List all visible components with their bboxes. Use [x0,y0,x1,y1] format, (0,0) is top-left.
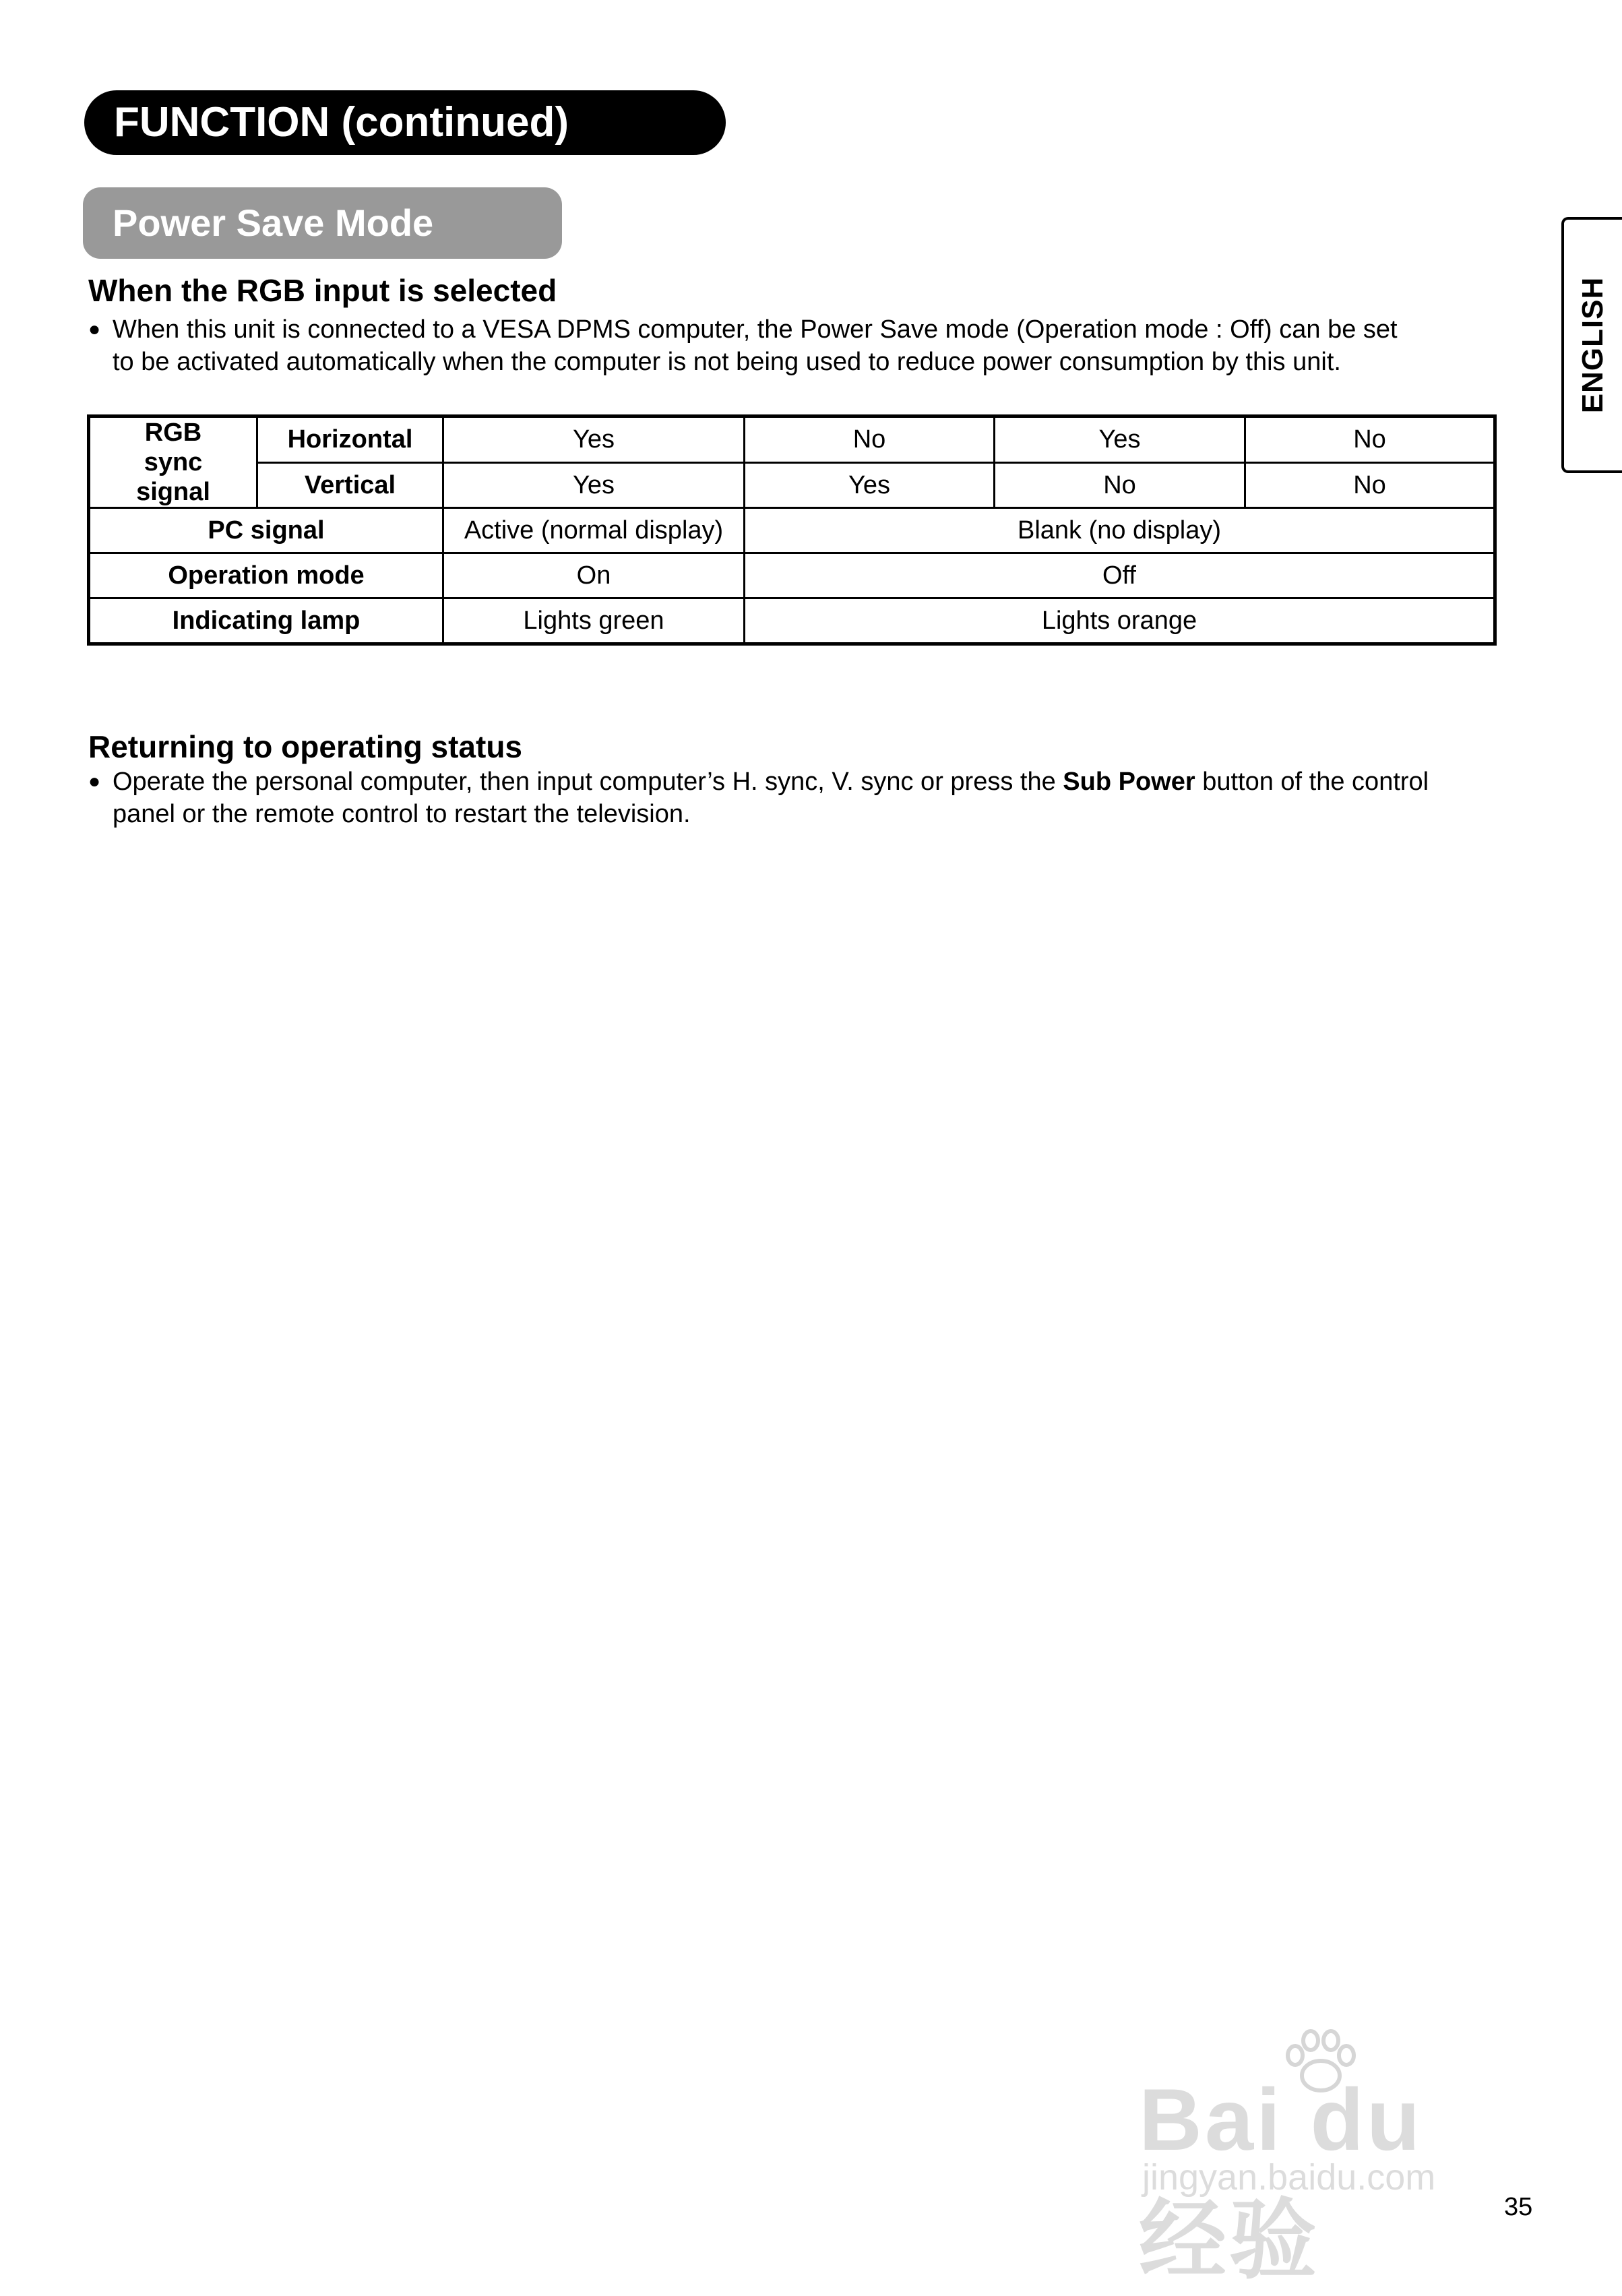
table-row [89,508,1495,553]
returning-bullet-line1: Operate the personal computer, then input computer’s H. sync, V. sync or press the Sub Power button of the control [113,768,1429,796]
returning-bullet-line2: panel or the remote control to restart the television. [113,800,691,828]
bullet-icon: ● [88,318,101,340]
page-number: 35 [1504,2193,1533,2221]
baidu-watermark [1139,2028,1516,2289]
section-title: Power Save Mode [83,187,562,259]
table-row [89,598,1495,644]
vertical-label: Vertical [257,462,443,508]
rgb-sync-signal-label: RGB sync signal [89,416,257,508]
table-cell: Blank (no display) [745,508,1495,553]
rgb-bullet-line1: When this unit is connected to a VESA DPMS computer, the Power Save mode (Operation mode : Off) can be set [113,315,1398,344]
table-row [89,416,1495,463]
bullet-icon: ● [88,770,101,793]
horizontal-label: Horizontal [257,416,443,463]
table-cell: No [1245,416,1495,463]
page-title: FUNCTION (continued) [84,90,726,155]
table-cell: Yes [745,462,995,508]
pc-signal-label: PC signal [89,508,443,553]
table-cell: On [443,553,745,598]
table-cell: Off [745,553,1495,598]
rgb-bullet-line2: to be activated automatically when the computer is not being used to reduce power consumption by this unit. [113,348,1341,376]
table-cell: Lights green [443,598,745,644]
table-cell: Lights orange [745,598,1495,644]
operation-mode-label: Operation mode [89,553,443,598]
table-row [89,462,1495,508]
returning-heading: Returning to operating status [88,729,522,764]
returning-bullet [88,766,1503,830]
table-cell: Yes [443,416,745,463]
table-cell: Yes [443,462,745,508]
rgb-heading: When the RGB input is selected [88,273,557,308]
rgb-bullet [88,313,1503,378]
power-save-table [87,414,1497,646]
table-cell: No [745,416,995,463]
language-tab [1561,217,1622,473]
table-cell: No [995,462,1245,508]
table-cell: Active (normal display) [443,508,745,553]
table-cell: No [1245,462,1495,508]
watermark-brand: Bai du 经验 [1139,2070,1423,2289]
table-cell: Yes [995,416,1245,463]
table-row [89,553,1495,598]
language-tab-label: ENGLISH [1576,276,1609,414]
watermark-url: jingyan.baidu.com [1142,2157,1436,2198]
indicating-lamp-label: Indicating lamp [89,598,443,644]
